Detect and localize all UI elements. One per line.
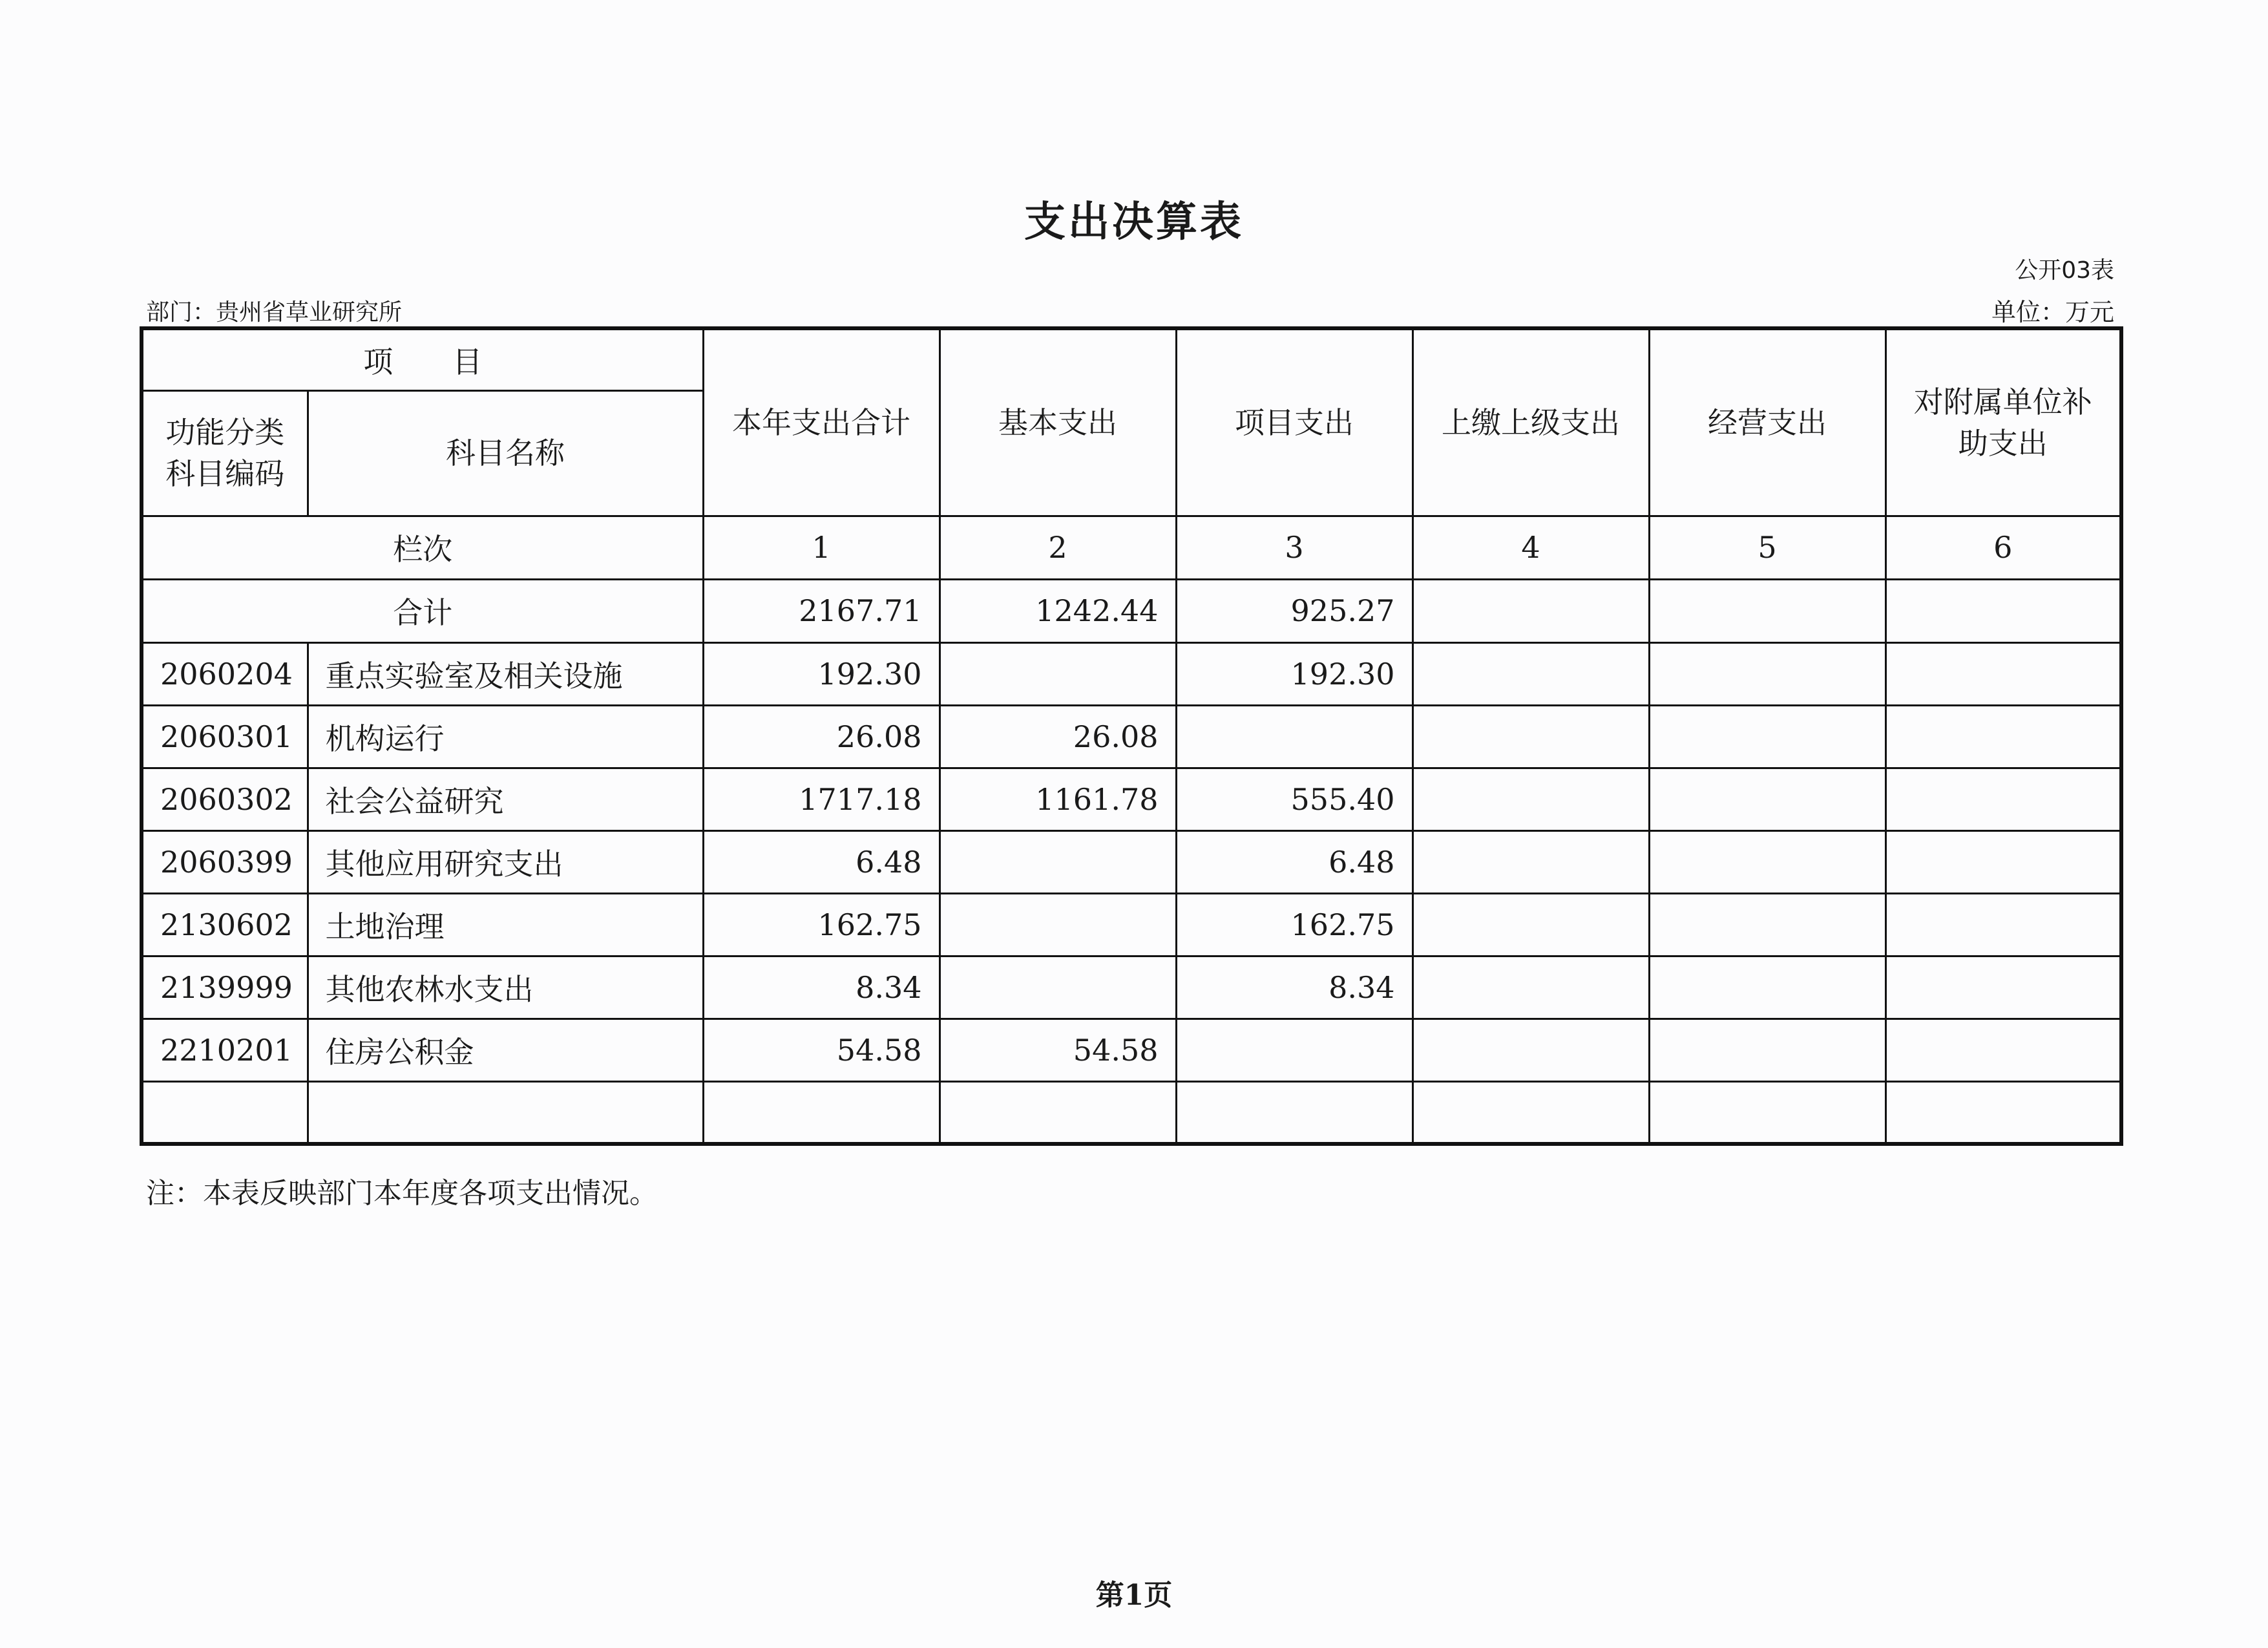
row-value: 8.34 <box>703 956 940 1019</box>
total-value <box>1885 579 2121 642</box>
row-value: 192.30 <box>1176 642 1412 705</box>
table-row <box>142 893 2121 956</box>
index-number: 5 <box>1649 516 1885 579</box>
row-value: 1717.18 <box>703 768 940 830</box>
row-name: 土地治理 <box>308 893 703 956</box>
row-value <box>1412 893 1649 956</box>
row-value: 6.48 <box>703 830 940 893</box>
column-header: 上缴上级支出 <box>1412 328 1649 516</box>
row-value <box>1412 705 1649 768</box>
row-value <box>1885 768 2121 830</box>
form-code: 公开03表 <box>2015 257 2114 284</box>
page-title: 支出决算表 <box>1024 198 1244 246</box>
row-code: 2060302 <box>142 768 308 830</box>
total-label: 合计 <box>142 579 703 642</box>
row-value <box>1412 642 1649 705</box>
row-code: 2060301 <box>142 705 308 768</box>
total-value: 925.27 <box>1176 579 1412 642</box>
row-value <box>1176 705 1412 768</box>
row-value <box>940 830 1176 893</box>
row-code: 2060204 <box>142 642 308 705</box>
row-value: 54.58 <box>940 1019 1176 1081</box>
row-name: 机构运行 <box>308 705 703 768</box>
total-value <box>1649 579 1885 642</box>
index-number: 6 <box>1885 516 2121 579</box>
table-row <box>142 956 2121 1019</box>
index-number: 2 <box>940 516 1176 579</box>
department-label: 部门：贵州省草业研究所 <box>146 299 403 326</box>
column-header: 基本支出 <box>940 328 1176 516</box>
row-value: 1161.78 <box>940 768 1176 830</box>
row-value <box>1885 642 2121 705</box>
row-value <box>1885 956 2121 1019</box>
row-code: 2210201 <box>142 1019 308 1081</box>
row-value <box>1885 705 2121 768</box>
index-number: 4 <box>1412 516 1649 579</box>
row-value <box>1649 768 1885 830</box>
table-row <box>142 642 2121 705</box>
unit-label: 单位：万元 <box>1991 298 2114 326</box>
row-value: 8.34 <box>1176 956 1412 1019</box>
table-row <box>142 1081 2121 1144</box>
row-value <box>1176 1019 1412 1081</box>
row-value <box>940 893 1176 956</box>
column-header: 经营支出 <box>1649 328 1885 516</box>
header-code: 功能分类科目编码 <box>142 390 308 516</box>
header-item: 项 目 <box>142 328 703 390</box>
row-value <box>1649 893 1885 956</box>
row-value: 555.40 <box>1176 768 1412 830</box>
row-value <box>940 1081 1176 1144</box>
index-number: 1 <box>703 516 940 579</box>
row-code: 2060399 <box>142 830 308 893</box>
row-value <box>940 642 1176 705</box>
row-value: 162.75 <box>703 893 940 956</box>
expenditure-table <box>140 326 2123 1146</box>
row-code <box>142 1081 308 1144</box>
row-value <box>1649 956 1885 1019</box>
row-value: 54.58 <box>703 1019 940 1081</box>
row-value <box>1412 956 1649 1019</box>
row-value <box>940 956 1176 1019</box>
row-value <box>1412 1081 1649 1144</box>
row-value <box>1649 830 1885 893</box>
row-value <box>1412 1019 1649 1081</box>
row-value <box>1649 642 1885 705</box>
header-name: 科目名称 <box>308 390 703 516</box>
total-value: 2167.71 <box>703 579 940 642</box>
row-name: 其他农林水支出 <box>308 956 703 1019</box>
table-note: 注：本表反映部门本年度各项支出情况。 <box>146 1177 658 1210</box>
row-value: 162.75 <box>1176 893 1412 956</box>
row-value <box>703 1081 940 1144</box>
column-header: 项目支出 <box>1176 328 1412 516</box>
row-value <box>1412 768 1649 830</box>
row-value: 26.08 <box>940 705 1176 768</box>
row-value <box>1649 705 1885 768</box>
row-name: 社会公益研究 <box>308 768 703 830</box>
table-row <box>142 768 2121 830</box>
index-label: 栏次 <box>142 516 703 579</box>
row-value <box>1649 1019 1885 1081</box>
total-value: 1242.44 <box>940 579 1176 642</box>
row-name: 其他应用研究支出 <box>308 830 703 893</box>
row-value: 192.30 <box>703 642 940 705</box>
row-value: 26.08 <box>703 705 940 768</box>
column-header: 本年支出合计 <box>703 328 940 516</box>
row-name <box>308 1081 703 1144</box>
row-value <box>1885 1019 2121 1081</box>
row-code: 2139999 <box>142 956 308 1019</box>
table-row <box>142 705 2121 768</box>
column-header: 对附属单位补助支出 <box>1885 328 2121 516</box>
row-value <box>1885 830 2121 893</box>
row-code: 2130602 <box>142 893 308 956</box>
row-value: 6.48 <box>1176 830 1412 893</box>
row-name: 住房公积金 <box>308 1019 703 1081</box>
index-number: 3 <box>1176 516 1412 579</box>
table-row <box>142 830 2121 893</box>
page-number: 第1页 <box>1095 1579 1173 1612</box>
row-name: 重点实验室及相关设施 <box>308 642 703 705</box>
row-value <box>1885 1081 2121 1144</box>
row-value <box>1412 830 1649 893</box>
row-value <box>1885 893 2121 956</box>
table-row <box>142 1019 2121 1081</box>
total-value <box>1412 579 1649 642</box>
row-value <box>1649 1081 1885 1144</box>
row-value <box>1176 1081 1412 1144</box>
